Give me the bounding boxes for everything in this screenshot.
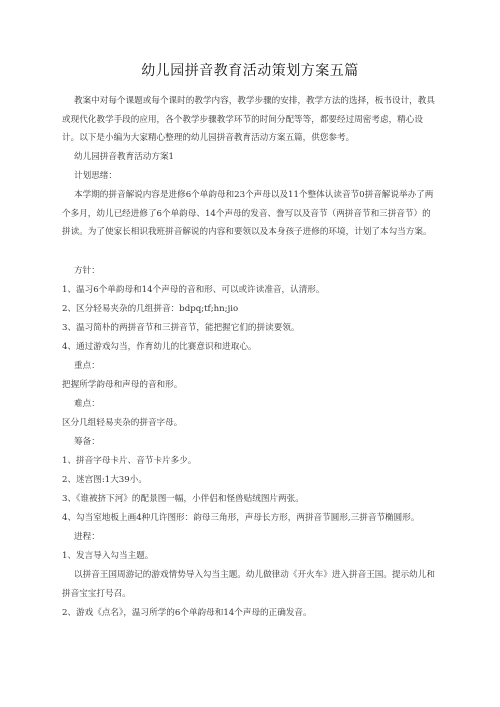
prep-item-3: 3、《谁被挤下河》的配景图一幅，小伴侣和怪兽贴绒图片两张。 [62, 494, 304, 504]
process-step-2: 2、游戏《点名》，温习所学的6个单韵母和14个声母的正确发音。 [62, 608, 312, 618]
difficulty-text: 区分几组轻易夹杂的拼音字母。 [62, 418, 183, 428]
goal-item-1: 1、温习6个单韵母和14个声母的音和形、可以或许读准音，认清形。 [62, 285, 325, 295]
goals-heading: 方针： [74, 266, 100, 276]
design-heading: 计划思绪： [74, 171, 117, 181]
difficulty-heading: 难点： [74, 399, 100, 409]
prep-heading: 筹备： [74, 437, 100, 447]
design-paragraph: 本学期的拼音解说内容是进修6个单韵母和23个声母以及11个整体认读音节0拼音解说举办了两个多月，幼儿已经进修了6个单韵母、14个声母的发音、誊写以及音节（两拼音节和三拼音节）的拼读。为了使家长相识我班拼音解说的内容和要领以及本身孩子进修的环境，计划了本勾当方案。 [62, 190, 434, 237]
goal-item-2: 2、区分轻易夹杂的几组拼音：bdpq;tf;hn;jio [62, 304, 239, 314]
document-title: 幼儿园拼音教育活动策划方案五篇 [141, 63, 359, 79]
prep-item-1: 1、拼音字母卡片、音节卡片多少。 [62, 456, 197, 466]
plan1-heading: 幼儿园拼音教育活动方案1 [74, 152, 174, 162]
goal-item-3: 3、温习简朴的两拼音节和三拼音节，能把握它们的拼读要领。 [62, 323, 300, 333]
intro-paragraph: 教案中对每个课题或每个课时的教学内容，教学步骤的安排，教学方法的选择，板书设计，教具或现代化教学手段的应用，各个教学步骤教学环节的时间分配等等，都要经过周密考虑，精心设计。以下是小编为大家精心整理的幼儿园拼音教育活动方案五篇，供您参考。 [62, 96, 435, 143]
focus-text: 把握所学韵母和声母的音和形。 [62, 380, 183, 390]
goal-item-4: 4、通过游戏勾当，作育幼儿的比赛意识和进取心。 [62, 342, 257, 352]
prep-item-4: 4、勾当室地板上画4种几许图形：韵母三角形，声母长方形，两拼音节圆形,三拼音节椭圆形。 [62, 513, 420, 523]
process-paragraph: 以拼音王国周游记的游戏情势导入勾当主题。幼儿做律动《开火车》进入拼音王国。提示幼儿和拼音宝宝打号召。 [62, 570, 435, 599]
process-heading: 进程： [74, 532, 100, 542]
process-step-1: 1、发言导入勾当主题。 [62, 551, 154, 561]
prep-item-2: 2、迷宫图:1大39小。 [62, 475, 147, 485]
focus-heading: 重点： [74, 361, 100, 371]
